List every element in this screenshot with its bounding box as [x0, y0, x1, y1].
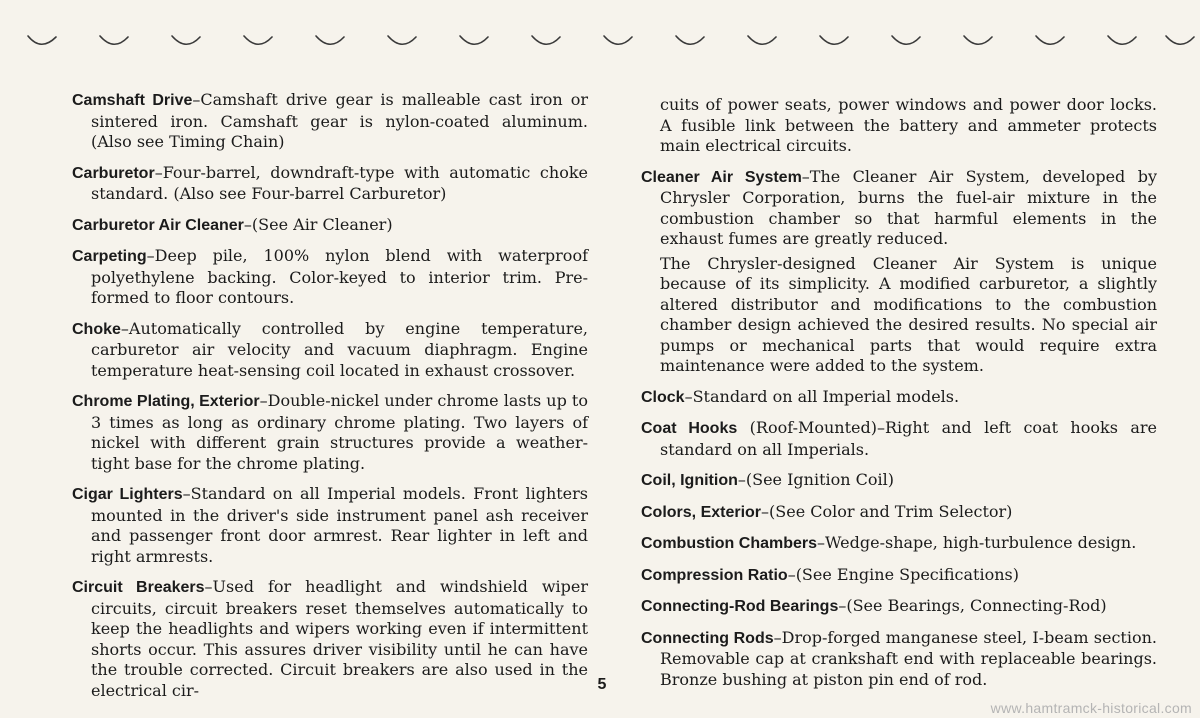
entry-combustion-chambers: [641, 533, 1157, 555]
entry-term: Camshaft Drive: [72, 92, 193, 109]
entry-term: Clock: [641, 388, 685, 406]
entry-compression-ratio: [641, 565, 1157, 587]
entry-term: Connecting-Rod Bearings: [641, 598, 839, 615]
entry-clock: [641, 387, 1157, 409]
entry-term: Combustion Chambers: [641, 535, 818, 552]
watermark: www.hamtramck-historical.com: [990, 700, 1192, 716]
entry-text: –Standard on all Imperial models. Front lighters mounted in the driver's side instrument panel ash receiver and passenger front door armrest. Rear lighter in left and right armrests.: [91, 484, 589, 566]
entry-camshaft-drive: [72, 90, 588, 153]
entry-coil-ignition: [641, 470, 1157, 492]
entry-term: Carpeting: [72, 248, 147, 265]
entry-continuation: cuits of power seats, power windows and power door locks. A fusible link between the battery and ammeter protects main electrical circuits.: [660, 95, 1157, 155]
entry-text: –(See Bearings, Connecting-Rod): [838, 596, 1107, 615]
entry-text: –Wedge-shape, high-turbulence design.: [817, 533, 1137, 552]
entry-carpeting: [72, 246, 588, 309]
entry-connecting-rod-bearings: [641, 596, 1157, 618]
entry-term: Cleaner Air System: [641, 168, 802, 186]
page-number: 5: [597, 676, 607, 693]
entry-term: Circuit Breakers: [72, 579, 205, 596]
entry-text: –Camshaft drive gear is malleable cast iron or sintered iron. Camshaft gear is nylon-coated aluminum. (Also see Timing Chain): [91, 90, 589, 151]
entry-text: –Used for headlight and windshield wiper circuits, circuit breakers reset themselves automatically to keep the headlights and wipers working even if intermittent shorts occur. This assures driver visibility until he can have the trouble corrected. Circuit breakers are also used in the electrical cir-: [91, 577, 588, 700]
entry-cleaner-air-system: [641, 167, 1157, 250]
entry-text: (Roof-Mounted)–Right and left coat hooks are standard on all Imperials.: [660, 418, 1157, 459]
entry-term: Coil, Ignition: [641, 472, 738, 489]
entry-term: Choke: [72, 320, 121, 338]
entry-text: –(See Engine Specifications): [787, 564, 1019, 584]
entry-term: Colors, Exterior: [641, 503, 762, 521]
entry-term: Compression Ratio: [641, 566, 788, 584]
entry-coat-hooks: [641, 418, 1157, 460]
entry-text: –Automatically controlled by engine temperature, carburetor air velocity and vacuum diaphragm. Engine temperature heat-sensing coil located in exhaust crossover.: [91, 318, 588, 380]
entry-term: Connecting Rods: [641, 629, 774, 647]
entry-term: Coat Hooks: [641, 420, 738, 437]
entry-text: –Standard on all Imperial models.: [684, 386, 960, 406]
entry-term: Carburetor Air Cleaner: [72, 216, 244, 234]
entry-text: –Deep pile, 100% nylon blend with waterproof polyethylene backing. Color-keyed to interior trim. Pre-formed to floor contours.: [91, 246, 588, 307]
entry-term: Cigar Lighters: [72, 486, 183, 503]
entry-text: –Four-barrel, downdraft-type with automatic choke standard. (Also see Four-barrel Carburetor): [91, 162, 588, 203]
entry-text: –(See Air Cleaner): [243, 214, 393, 234]
entry-text: –(See Ignition Coil): [737, 470, 895, 489]
entry-text: –Double-nickel under chrome lasts up to 3 times as long as ordinary chrome plating. Two layers of nickel with different grain structures provide a weather-tight base for the chrome plating.: [91, 391, 588, 473]
entry-carburetor-air-cleaner: [72, 215, 588, 237]
entry-term: Chrome Plating, Exterior: [72, 393, 260, 410]
entry-carburetor: [72, 163, 588, 205]
entry-circuit-breakers: [72, 577, 588, 701]
binding-holes: [0, 0, 1200, 60]
right-column: [641, 95, 1157, 700]
left-column: [72, 90, 588, 711]
entry-chrome-plating: [72, 391, 588, 474]
entry-paragraph: The Chrysler-designed Cleaner Air System is unique because of its simplicity. A modified carburetor, a slightly altered distributor and modifications to the combustion chamber design achieved the desired results. No special air pumps or mechanical parts that would require extra maintenance were added to the system.: [660, 253, 1157, 375]
entry-colors-exterior: [641, 502, 1157, 524]
entry-cigar-lighters: [72, 484, 588, 567]
entry-text: –The Cleaner Air System, developed by Chrysler Corporation, burns the fuel-air mixture in the combustion chamber so that harmful elements in the exhaust fumes are greatly reduced.: [660, 166, 1157, 248]
entry-text: –Drop-forged manganese steel, I-beam section. Removable cap at crankshaft end with replaceable bearings. Bronze bushing at piston pin end of rod.: [660, 627, 1157, 689]
entry-term: Carburetor: [72, 164, 155, 182]
entry-text: –(See Color and Trim Selector): [761, 501, 1013, 521]
entry-connecting-rods: [641, 628, 1157, 691]
entry-choke: [72, 319, 588, 382]
